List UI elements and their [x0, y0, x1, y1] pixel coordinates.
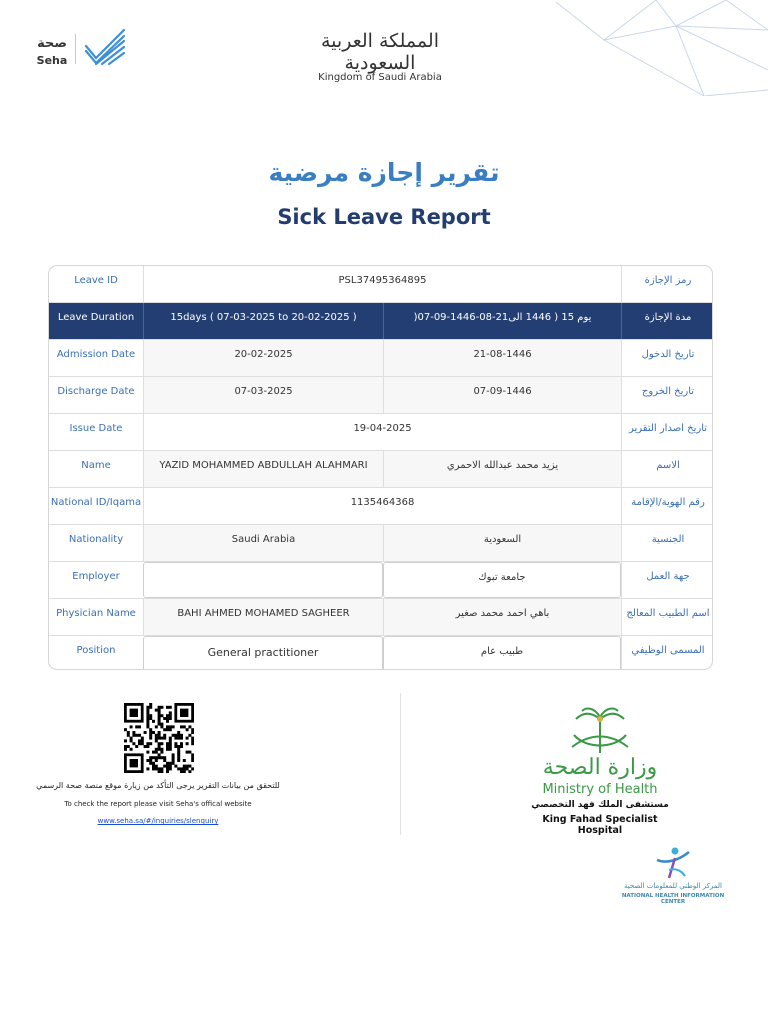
row-national-id [49, 488, 713, 525]
label-nationality: Nationality [68, 534, 124, 545]
value-physician-ar: باهي احمد محمد صغير [383, 599, 621, 635]
label-employer-arabic: جهة العمل [621, 562, 713, 598]
value-leave-id: PSL37495364895 [143, 266, 621, 302]
row-position [49, 636, 713, 670]
value-employer-ar: جامعة تبوك [383, 562, 621, 598]
nhic-english: NATIONAL HEALTH INFORMATION CENTER [621, 893, 725, 905]
row-leave-id [49, 266, 713, 303]
nhic-arabic: المركز الوطني للمعلومات الصحية [624, 882, 722, 890]
label-issue-date: Issue Date [69, 423, 123, 434]
label-admission-date-arabic: تاريخ الدخول [621, 340, 713, 376]
value-admission-date-en: 20-02-2025 [143, 340, 383, 376]
seha-logo-divider [75, 34, 76, 64]
value-admission-date-ar: 21-08-1446 [383, 340, 621, 376]
palm-swords-icon [560, 705, 640, 757]
label-leave-duration-arabic: مدة الإجازة [621, 303, 713, 339]
row-nationality [49, 525, 713, 562]
label-leave-id: Leave ID [74, 275, 118, 286]
value-discharge-date-en: 07-03-2025 [143, 377, 383, 413]
ksa-logo-english: Kingdom of Saudi Arabia [318, 72, 442, 83]
label-name: Name [81, 460, 111, 471]
report-table [48, 265, 713, 670]
seha-logo [34, 28, 130, 70]
row-admission-date [49, 340, 713, 377]
ksa-logo-arabic: المملكة العربية السعودية [321, 30, 439, 74]
label-name-arabic: الاسم [621, 451, 713, 487]
value-position-en: General practitioner [143, 636, 383, 670]
value-nationality-en: Saudi Arabia [143, 525, 383, 561]
moh-arabic: وزارة الصحة [542, 755, 658, 780]
moh-english: Ministry of Health [542, 782, 658, 797]
row-leave-duration [49, 303, 713, 340]
value-discharge-date-ar: 07-09-1446 [383, 377, 621, 413]
label-physician-arabic: اسم الطبيب المعالج [621, 599, 713, 635]
label-admission-date: Admission Date [56, 349, 136, 360]
row-employer [49, 562, 713, 599]
row-issue-date [49, 414, 713, 451]
title-english: Sick Leave Report [277, 205, 491, 229]
hospital-english: King Fahad Specialist Hospital [542, 814, 658, 836]
value-national-id: 1135464368 [143, 488, 621, 524]
row-physician [49, 599, 713, 636]
label-discharge-date: Discharge Date [57, 386, 135, 397]
hospital-arabic: مستشفى الملك فهد التخصصي [531, 800, 669, 810]
row-name [49, 451, 713, 488]
seha-checkmark-icon [82, 28, 128, 68]
value-employer-en [143, 562, 383, 598]
moh-logo [520, 703, 680, 836]
value-name-ar: يزيد محمد عبدالله الاحمري [383, 451, 621, 487]
value-physician-en: BAHI AHMED MOHAMED SAGHEER [143, 599, 383, 635]
label-position: Position [76, 645, 116, 656]
ksa-logo [300, 30, 460, 83]
seha-logo-english: Seha [36, 54, 68, 67]
label-leave-id-arabic: رمز الإجازة [621, 266, 713, 302]
title-arabic: تقرير إجازة مرضية [268, 158, 500, 187]
verify-link[interactable]: www.seha.sa/#/inquiries/slenquiry [97, 817, 219, 825]
value-issue-date: 19-04-2025 [143, 414, 621, 450]
nhic-figure-icon [653, 846, 693, 882]
seha-logo-arabic: صحة [37, 36, 67, 51]
value-leave-duration-ar: يوم 15 ( 1446 الى21-08-1446-09-07( [383, 303, 621, 339]
label-employer: Employer [72, 571, 120, 582]
footer-divider [400, 693, 401, 835]
label-physician: Physician Name [56, 608, 136, 619]
label-national-id-arabic: رقم الهوية/الإقامة [621, 488, 713, 524]
label-national-id: National ID/Iqama [50, 497, 142, 508]
decorative-network-lines [556, 0, 768, 96]
value-leave-duration-en: 15days ( 07-03-2025 to 20-02-2025 ) [143, 303, 383, 339]
label-nationality-arabic: الجنسية [621, 525, 713, 561]
qr-code[interactable] [124, 703, 194, 773]
nhic-logo [610, 846, 736, 906]
verify-text-english: To check the report please visit Seha's offical website [64, 800, 252, 808]
label-position-arabic: المسمى الوظيفي [621, 636, 713, 670]
value-position-ar: طبيب عام [383, 636, 621, 670]
label-issue-date-arabic: تاريخ اصدار التقرير [621, 414, 713, 450]
label-leave-duration: Leave Duration [57, 312, 135, 323]
value-nationality-ar: السعودية [383, 525, 621, 561]
value-name-en: YAZID MOHAMMED ABDULLAH ALAHMARI [143, 451, 383, 487]
label-discharge-date-arabic: تاريخ الخروج [621, 377, 713, 413]
verify-text-arabic: للتحقق من بيانات التقرير يرجى التأكد من زيارة موقع منصة صحة الرسمي [36, 781, 280, 790]
row-discharge-date [49, 377, 713, 414]
